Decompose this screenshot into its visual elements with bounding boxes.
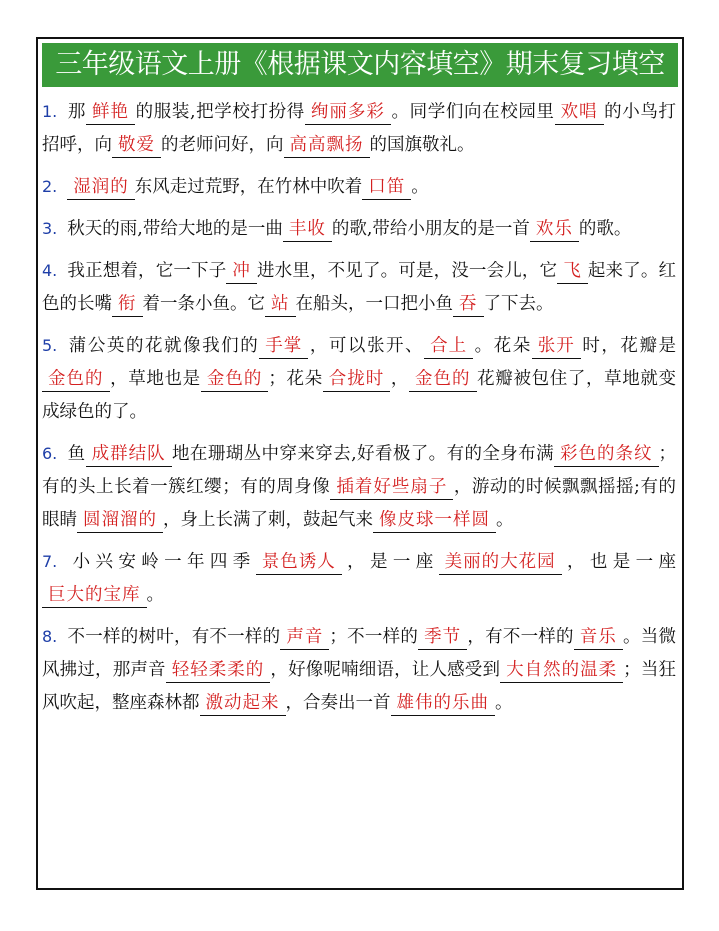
item-text: ，有不一样的 xyxy=(467,627,574,647)
item-text: 在船头，一口把小鱼 xyxy=(295,294,453,314)
item-text: ，可以张开、 xyxy=(308,336,425,356)
answer-text: 欢唱 xyxy=(560,102,598,122)
answer-text: 成群结队 xyxy=(91,444,166,464)
answer-blank xyxy=(67,175,135,200)
answer-blank xyxy=(305,100,391,125)
item-number: 5. xyxy=(42,336,58,355)
item-text: 的歌。 xyxy=(578,219,632,239)
answer-text: 高高飘扬 xyxy=(289,135,364,155)
item-text: 我正想着，它一下子 xyxy=(67,261,227,281)
answer-blank xyxy=(283,217,332,242)
item-number: 8. xyxy=(42,627,58,646)
exercise-list xyxy=(38,87,682,720)
answer-blank xyxy=(42,367,110,392)
answer-text: 激动起来 xyxy=(205,693,280,713)
exercise-item-2 xyxy=(42,170,676,204)
answer-blank xyxy=(256,550,342,575)
exercise-item-8 xyxy=(42,620,676,720)
item-text: 的国旗敬礼。 xyxy=(369,135,475,155)
answer-text: 口笛 xyxy=(368,177,406,197)
page-title: 三年级语文上册《根据课文内容填空》期末复习填空 xyxy=(42,43,678,87)
answer-text: 轻轻柔柔的 xyxy=(171,660,265,680)
item-text: ；当狂风吹起，整座森林都 xyxy=(42,660,677,713)
answer-text: 圆溜溜的 xyxy=(83,510,157,530)
item-text: 不一样的树叶，有不一样的 xyxy=(67,627,281,647)
answer-blank xyxy=(362,175,411,200)
answer-blank xyxy=(77,508,163,533)
answer-text: 音乐 xyxy=(579,627,617,647)
answer-blank xyxy=(330,475,453,500)
answer-blank xyxy=(86,100,135,125)
exercise-item-5 xyxy=(42,329,676,429)
answer-blank xyxy=(554,442,659,467)
item-text: 。同学们向在校园里 xyxy=(390,102,555,122)
exercise-item-1 xyxy=(42,95,676,162)
item-text: 。花朵 xyxy=(473,336,532,356)
answer-text: 吞 xyxy=(459,294,478,314)
answer-blank xyxy=(166,658,271,683)
answer-text: 站 xyxy=(271,294,290,314)
answer-blank xyxy=(42,583,147,608)
answer-text: 合上 xyxy=(430,336,468,356)
item-text: ，也是一座 xyxy=(561,552,677,572)
answer-blank xyxy=(373,508,496,533)
answer-text: 像皮球一样圆 xyxy=(379,510,490,530)
item-text: 鱼 xyxy=(67,444,86,464)
item-text: ，合奏出一首 xyxy=(285,693,391,713)
exercise-item-4 xyxy=(42,254,676,321)
item-text: 那 xyxy=(67,102,87,122)
answer-blank xyxy=(555,100,604,125)
item-text: ；有的头上长着一簇红缨；有的周身像 xyxy=(42,444,677,497)
answer-text: 湿润的 xyxy=(73,177,129,197)
answer-blank xyxy=(500,658,623,683)
answer-blank xyxy=(280,625,329,650)
item-text: ，草地也是 xyxy=(109,369,201,389)
worksheet-frame xyxy=(36,37,684,890)
answer-blank xyxy=(265,292,296,317)
item-text: 了下去。 xyxy=(483,294,554,314)
item-text: ，是一座 xyxy=(341,552,439,572)
item-text: 。 xyxy=(146,585,164,605)
item-text: 。 xyxy=(496,510,514,530)
answer-blank xyxy=(439,550,562,575)
answer-text: 敬爱 xyxy=(118,135,155,155)
item-number: 4. xyxy=(42,261,58,280)
item-number: 7. xyxy=(42,552,58,571)
answer-blank xyxy=(226,259,257,284)
exercise-item-6 xyxy=(42,437,676,537)
answer-text: 丰收 xyxy=(288,219,326,239)
item-text: 。 xyxy=(495,693,513,713)
item-text: ，游动的时候飘飘摇摇;有的眼睛 xyxy=(42,477,676,530)
item-text: 着一条小鱼。它 xyxy=(142,294,265,314)
answer-blank xyxy=(409,367,477,392)
answer-blank xyxy=(453,292,484,317)
item-text: ；花朵 xyxy=(268,369,323,389)
answer-text: 声音 xyxy=(286,627,324,647)
answer-text: 飞 xyxy=(563,261,582,281)
item-text: ，身上长满了刺，鼓起气来 xyxy=(163,510,373,530)
answer-text: 衔 xyxy=(118,294,137,314)
item-number: 3. xyxy=(42,219,58,238)
item-number: 1. xyxy=(42,102,58,121)
answer-blank xyxy=(112,133,161,158)
answer-blank xyxy=(284,133,370,158)
answer-blank xyxy=(200,691,286,716)
answer-blank xyxy=(112,292,143,317)
item-text: ，好像呢喃细语，让人感受到 xyxy=(270,660,501,680)
answer-text: 合拢时 xyxy=(328,369,385,389)
item-text: ；不一样的 xyxy=(329,627,419,647)
item-text: ， xyxy=(390,369,410,389)
item-number: 6. xyxy=(42,444,58,463)
item-text: 秋天的雨,带给大地的是一曲 xyxy=(67,219,283,239)
item-text: 起来了。红色的长嘴 xyxy=(42,261,677,314)
answer-text: 鲜艳 xyxy=(92,102,130,122)
item-text: 时，花瓣是 xyxy=(580,336,677,356)
item-text: 东风走过荒野，在竹林中吹着 xyxy=(134,177,363,197)
answer-blank xyxy=(201,367,269,392)
answer-text: 景色诱人 xyxy=(261,552,336,572)
answer-text: 金色的 xyxy=(415,369,471,389)
answer-blank xyxy=(530,217,579,242)
answer-blank xyxy=(557,259,588,284)
answer-text: 大自然的温柔 xyxy=(506,660,618,680)
item-text: 花瓣被包住了，草地就变成绿色的了。 xyxy=(42,369,677,422)
answer-text: 绚丽多彩 xyxy=(310,102,385,122)
item-text: 小兴安岭一年四季 xyxy=(67,552,256,572)
answer-text: 冲 xyxy=(232,261,251,281)
answer-text: 欢乐 xyxy=(535,219,573,239)
answer-text: 雄伟的乐曲 xyxy=(396,693,489,713)
item-text: 的歌,带给小朋友的是一首 xyxy=(331,219,530,239)
item-text: 的老师问好，向 xyxy=(161,135,284,155)
item-number: 2. xyxy=(42,177,58,196)
item-text: 进水里，不见了。可是，没一会儿，它 xyxy=(256,261,558,281)
item-text: 。 xyxy=(411,177,429,197)
answer-blank xyxy=(574,625,623,650)
answer-text: 巨大的宝库 xyxy=(48,585,141,605)
answer-text: 美丽的大花园 xyxy=(444,552,556,572)
answer-blank xyxy=(532,334,581,359)
exercise-item-7 xyxy=(42,545,676,612)
answer-text: 手掌 xyxy=(265,336,303,356)
answer-text: 金色的 xyxy=(48,369,104,389)
answer-blank xyxy=(86,442,172,467)
item-text: 。当微风拂过，那声音 xyxy=(42,627,677,680)
item-text: 的小鸟打招呼，向 xyxy=(42,102,677,155)
answer-text: 季节 xyxy=(424,627,462,647)
answer-text: 张开 xyxy=(537,336,575,356)
answer-blank xyxy=(391,691,496,716)
answer-blank xyxy=(418,625,467,650)
answer-text: 金色的 xyxy=(206,369,263,389)
answer-blank xyxy=(323,367,391,392)
item-text: 的服装,把学校打扮得 xyxy=(135,102,305,122)
item-text: 蒲公英的花就像我们的 xyxy=(67,336,260,356)
answer-blank xyxy=(424,334,473,359)
answer-blank xyxy=(259,334,308,359)
answer-text: 插着好些扇子 xyxy=(336,477,448,497)
exercise-item-3 xyxy=(42,212,676,246)
item-text: 地在珊瑚丛中穿来穿去,好看极了。有的全身布满 xyxy=(171,444,555,464)
answer-text: 彩色的条纹 xyxy=(560,444,653,464)
